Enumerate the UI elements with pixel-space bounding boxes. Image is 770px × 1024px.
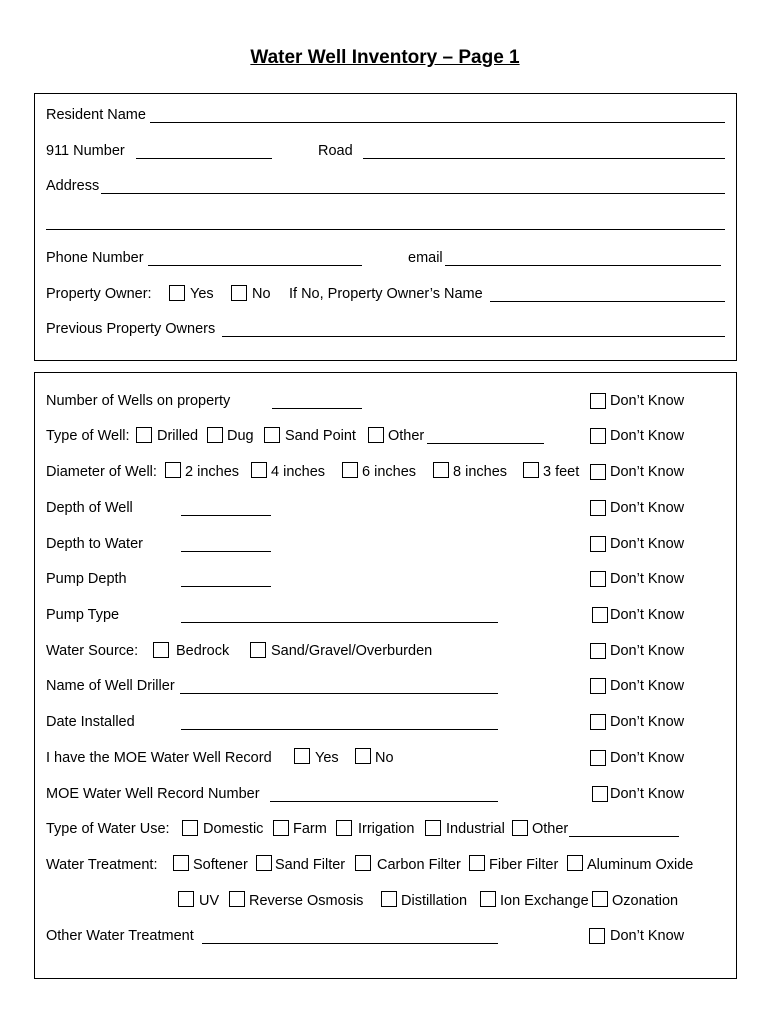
type-drilled-label: Drilled (157, 428, 199, 444)
address-field[interactable] (101, 193, 725, 194)
use-domestic-label: Domestic (203, 821, 264, 837)
dont-know-label: Don’t Know (610, 428, 685, 444)
type-of-well-label: Type of Well: (46, 428, 130, 444)
source-sand-gravel-checkbox[interactable] (250, 642, 266, 658)
dont-know-label: Don’t Know (610, 750, 685, 766)
page-title: Water Well Inventory – Page 1 (250, 47, 520, 68)
owner-name-field[interactable] (490, 301, 725, 302)
dont-know-checkbox-other-treatment[interactable] (589, 928, 605, 944)
dont-know-checkbox-date[interactable] (590, 714, 606, 730)
email-field[interactable] (445, 265, 721, 266)
diameter-2in-label: 2 inches (185, 464, 240, 480)
phone-field[interactable] (148, 265, 362, 266)
phone-label: Phone Number (46, 250, 144, 266)
treatment-ion-exchange-label: Ion Exchange (500, 893, 589, 909)
diameter-8in-checkbox[interactable] (433, 462, 449, 478)
resident-name-field[interactable] (150, 122, 725, 123)
num-wells-label: Number of Wells on property (46, 393, 231, 409)
dont-know-label: Don’t Know (610, 714, 685, 730)
use-other-checkbox[interactable] (512, 820, 528, 836)
type-sand-point-label: Sand Point (285, 428, 356, 444)
treatment-ozonation-label: Ozonation (612, 893, 679, 909)
water-use-label: Type of Water Use: (46, 821, 170, 837)
pump-depth-field[interactable] (181, 586, 271, 587)
treatment-softener-label: Softener (193, 857, 248, 873)
type-sand-point-checkbox[interactable] (264, 427, 280, 443)
property-owner-label: Property Owner: (46, 286, 152, 302)
depth-to-water-field[interactable] (181, 551, 271, 552)
dont-know-label: Don’t Know (610, 643, 685, 659)
pump-depth-label: Pump Depth (46, 571, 127, 587)
property-owner-yes-checkbox[interactable] (169, 285, 185, 301)
diameter-3ft-label: 3 feet (543, 464, 580, 480)
treatment-reverse-osmosis-label: Reverse Osmosis (249, 893, 364, 909)
type-drilled-checkbox[interactable] (136, 427, 152, 443)
diameter-4in-label: 4 inches (271, 464, 326, 480)
treatment-distillation-checkbox[interactable] (381, 891, 397, 907)
driller-label: Name of Well Driller (46, 678, 175, 694)
property-owner-no-checkbox[interactable] (231, 285, 247, 301)
use-other-label: Other (532, 821, 569, 837)
dont-know-label: Don’t Know (610, 928, 685, 944)
treatment-fiber-filter-checkbox[interactable] (469, 855, 485, 871)
road-field[interactable] (363, 158, 725, 159)
property-owner-yes-label: Yes (190, 286, 214, 302)
moe-record-no-checkbox[interactable] (355, 748, 371, 764)
type-other-checkbox[interactable] (368, 427, 384, 443)
previous-owners-label: Previous Property Owners (46, 321, 216, 337)
driller-field[interactable] (180, 693, 498, 694)
dont-know-label: Don’t Know (610, 571, 685, 587)
treatment-aluminum-oxide-label: Aluminum Oxide (587, 857, 694, 873)
treatment-uv-label: UV (199, 893, 220, 909)
owner-name-label: If No, Property Owner’s Name (289, 286, 483, 302)
treatment-aluminum-oxide-checkbox[interactable] (567, 855, 583, 871)
treatment-ozonation-checkbox[interactable] (592, 891, 608, 907)
dont-know-checkbox-type[interactable] (590, 428, 606, 444)
use-farm-label: Farm (293, 821, 327, 837)
address-label: Address (46, 178, 100, 194)
dont-know-checkbox-diameter[interactable] (590, 464, 606, 480)
use-irrigation-checkbox[interactable] (336, 820, 352, 836)
treatment-reverse-osmosis-checkbox[interactable] (229, 891, 245, 907)
treatment-uv-checkbox[interactable] (178, 891, 194, 907)
depth-to-water-label: Depth to Water (46, 536, 143, 552)
previous-owners-field[interactable] (222, 336, 725, 337)
property-owner-no-label: No (252, 286, 271, 302)
diameter-4in-checkbox[interactable] (251, 462, 267, 478)
depth-of-well-label: Depth of Well (46, 500, 133, 516)
treatment-carbon-filter-label: Carbon Filter (377, 857, 461, 873)
911-number-field[interactable] (136, 158, 272, 159)
source-sand-gravel-label: Sand/Gravel/Overburden (271, 643, 433, 659)
diameter-label: Diameter of Well: (46, 464, 157, 480)
dont-know-label: Don’t Know (610, 607, 685, 623)
treatment-sand-filter-checkbox[interactable] (256, 855, 272, 871)
type-other-label: Other (388, 428, 425, 444)
water-source-label: Water Source: (46, 643, 139, 659)
use-industrial-label: Industrial (446, 821, 505, 837)
diameter-3ft-checkbox[interactable] (523, 462, 539, 478)
num-wells-field[interactable] (272, 408, 362, 409)
dont-know-checkbox-moe-record[interactable] (590, 750, 606, 766)
type-dug-checkbox[interactable] (207, 427, 223, 443)
road-label: Road (318, 143, 353, 159)
address-field-line-2[interactable] (46, 229, 725, 230)
use-farm-checkbox[interactable] (273, 820, 289, 836)
diameter-6in-checkbox[interactable] (342, 462, 358, 478)
treatment-ion-exchange-checkbox[interactable] (480, 891, 496, 907)
911-number-label: 911 Number (46, 143, 125, 159)
dont-know-label: Don’t Know (610, 786, 685, 802)
moe-number-label: MOE Water Well Record Number (46, 786, 260, 802)
resident-name-label: Resident Name (46, 107, 146, 123)
dont-know-label: Don’t Know (610, 464, 685, 480)
treatment-carbon-filter-checkbox[interactable] (355, 855, 371, 871)
use-irrigation-label: Irrigation (358, 821, 415, 837)
type-dug-label: Dug (227, 428, 254, 444)
type-other-field[interactable] (427, 443, 544, 444)
dont-know-checkbox-depth[interactable] (590, 500, 606, 516)
use-domestic-checkbox[interactable] (182, 820, 198, 836)
dont-know-checkbox-source[interactable] (590, 643, 606, 659)
treatment-distillation-label: Distillation (401, 893, 468, 909)
diameter-6in-label: 6 inches (362, 464, 417, 480)
dont-know-label: Don’t Know (610, 536, 685, 552)
pump-type-label: Pump Type (46, 607, 120, 623)
dont-know-checkbox-pump-type[interactable] (592, 607, 608, 623)
date-installed-label: Date Installed (46, 714, 135, 730)
dont-know-checkbox-moe-number[interactable] (592, 786, 608, 802)
treatment-softener-checkbox[interactable] (173, 855, 189, 871)
treatment-sand-filter-label: Sand Filter (275, 857, 346, 873)
source-bedrock-checkbox[interactable] (153, 642, 169, 658)
date-installed-field[interactable] (181, 729, 498, 730)
diameter-2in-checkbox[interactable] (165, 462, 181, 478)
source-bedrock-label: Bedrock (176, 643, 230, 659)
other-treatment-label: Other Water Treatment (46, 928, 194, 944)
dont-know-label: Don’t Know (610, 500, 685, 516)
depth-of-well-field[interactable] (181, 515, 271, 516)
dont-know-checkbox-water-depth[interactable] (590, 536, 606, 552)
dont-know-label: Don’t Know (610, 393, 685, 409)
treatment-fiber-filter-label: Fiber Filter (489, 857, 559, 873)
moe-record-no-label: No (375, 750, 394, 766)
moe-record-yes-label: Yes (315, 750, 339, 766)
dont-know-checkbox-wells[interactable] (590, 393, 606, 409)
other-treatment-field[interactable] (202, 943, 498, 944)
use-industrial-checkbox[interactable] (425, 820, 441, 836)
water-treatment-label: Water Treatment: (46, 857, 158, 873)
dont-know-checkbox-pump-depth[interactable] (590, 571, 606, 587)
moe-record-yes-checkbox[interactable] (294, 748, 310, 764)
pump-type-field[interactable] (181, 622, 498, 623)
moe-record-label: I have the MOE Water Well Record (46, 750, 272, 766)
diameter-8in-label: 8 inches (453, 464, 508, 480)
email-label: email (408, 250, 443, 266)
dont-know-checkbox-driller[interactable] (590, 678, 606, 694)
dont-know-label: Don’t Know (610, 678, 685, 694)
moe-number-field[interactable] (270, 801, 498, 802)
use-other-field[interactable] (569, 836, 679, 837)
